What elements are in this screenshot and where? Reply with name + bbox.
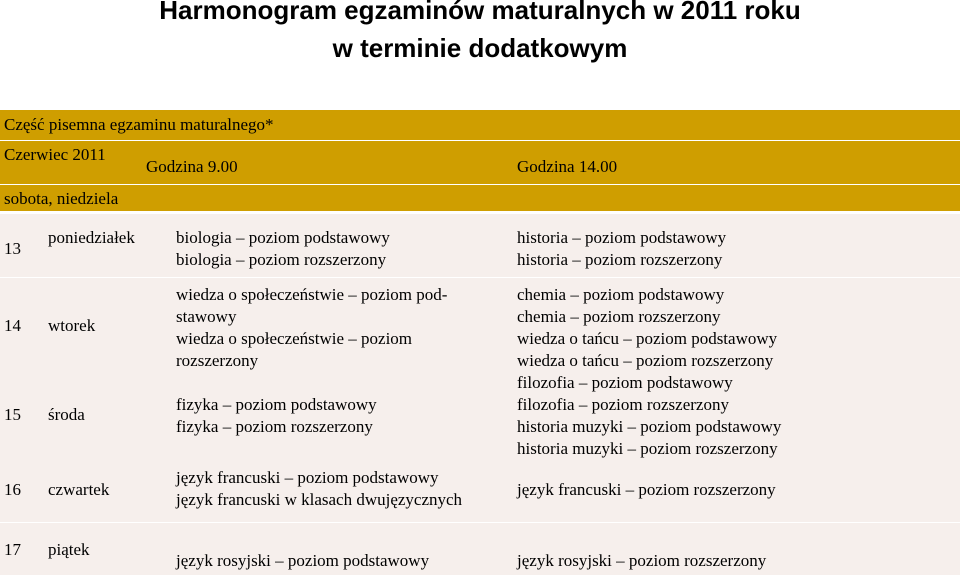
- weekend-header-band: [0, 185, 960, 211]
- weekday-label: środa: [48, 405, 85, 424]
- afternoon-exams: [517, 284, 777, 372]
- day-number: 15: [4, 405, 21, 424]
- time-header-band: [0, 141, 960, 184]
- morning-exams: [176, 394, 377, 438]
- afternoon-exams: [517, 372, 781, 460]
- exam-item: biologia – poziom podstawowy: [176, 228, 390, 247]
- day-number: 17: [4, 540, 21, 559]
- row-divider: [0, 522, 960, 523]
- weekday-label: wtorek: [48, 316, 96, 335]
- exam-item: fizyka – poziom rozszerzony: [176, 417, 373, 436]
- exam-item: wiedza o społeczeństwie – poziom: [176, 329, 413, 348]
- time-afternoon-label: Godzina 14.00: [517, 157, 618, 176]
- exam-item: fizyka – poziom podstawowy: [176, 395, 377, 414]
- exam-item: biologia – poziom rozszerzony: [176, 250, 387, 269]
- exam-item: filozofia – poziom podstawowy: [517, 373, 733, 392]
- exam-item: rozszerzony: [176, 351, 259, 370]
- time-morning-label: Godzina 9.00: [146, 157, 238, 176]
- exam-item: język rosyjski – poziom rozszerzony: [517, 551, 767, 570]
- page-title: Harmonogram egzaminów maturalnych w 2011 roku: [159, 0, 801, 25]
- exam-item: wiedza o tańcu – poziom rozszerzony: [517, 351, 774, 370]
- row-divider: [0, 277, 960, 278]
- afternoon-exams: [517, 227, 726, 271]
- exam-item: historia muzyki – poziom rozszerzony: [517, 439, 778, 458]
- exam-item: chemia – poziom rozszerzony: [517, 307, 721, 326]
- exam-item: język francuski w klasach dwujęzycznych: [176, 490, 463, 509]
- morning-exams: [176, 467, 462, 511]
- afternoon-exams: [517, 550, 766, 572]
- exam-item: wiedza o społeczeństwie – poziom pod-: [176, 285, 448, 304]
- day-number: 16: [4, 480, 21, 499]
- weekday-label: piątek: [48, 540, 90, 559]
- exam-item: historia muzyki – poziom podstawowy: [517, 417, 782, 436]
- weekday-label: czwartek: [48, 480, 110, 499]
- exam-item: wiedza o tańcu – poziom podstawowy: [517, 329, 778, 348]
- exam-item: historia – poziom rozszerzony: [517, 250, 723, 269]
- exam-item: język francuski – poziom podstawowy: [176, 468, 439, 487]
- day-row-background: [0, 214, 960, 575]
- page-subtitle: w terminie dodatkowym: [332, 33, 628, 63]
- weekend-label: sobota, niedziela: [4, 189, 119, 208]
- exam-item: język francuski – poziom rozszerzony: [517, 480, 776, 499]
- exam-item: język rosyjski – poziom podstawowy: [176, 551, 430, 570]
- morning-exams: [176, 550, 429, 572]
- section-label: Część pisemna egzaminu maturalnego*: [4, 115, 274, 134]
- exam-item: stawowy: [176, 307, 237, 326]
- month-label: Czerwiec 2011: [4, 145, 106, 164]
- exam-item: chemia – poziom podstawowy: [517, 285, 725, 304]
- exam-item: filozofia – poziom rozszerzony: [517, 395, 729, 414]
- day-number: 14: [4, 316, 21, 335]
- afternoon-exams: [517, 479, 776, 501]
- weekday-label: poniedziałek: [48, 228, 135, 247]
- morning-exams: [176, 284, 447, 372]
- exam-item: historia – poziom podstawowy: [517, 228, 727, 247]
- morning-exams: [176, 227, 390, 271]
- day-number: 13: [4, 239, 21, 258]
